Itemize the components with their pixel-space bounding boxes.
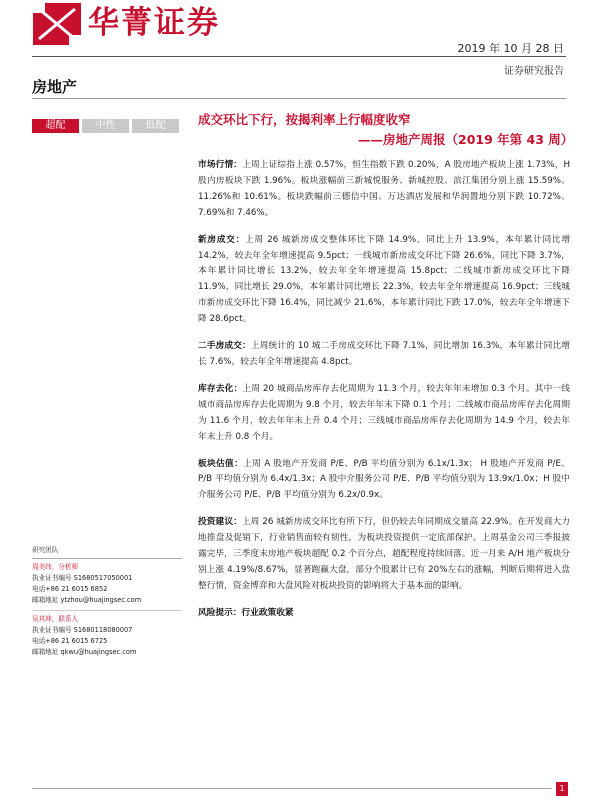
paragraph-new-homes <box>198 233 570 328</box>
paragraph-text: 上周上证综指上涨 0.57%，恒生指数下跌 0.20%，A 股房地产板块上涨 1.73%，H 股内房板块下跌 1.96%。板块涨幅前三新城悦服务、新城控股、滨江集团分别上涨 15.59%、11.26%和 10.61%。板块跌幅前三德信中国、万达酒店发展和华润置地分别下跌 10.72%、7.69%和 7.46%。 <box>198 160 570 218</box>
analyst-phone: 电话+86 21 6015 6725 <box>32 637 108 645</box>
analyst-name: 吴其坤，联系人 <box>32 615 79 623</box>
sector-divider <box>32 98 566 99</box>
team-label: 研究团队 <box>32 545 182 559</box>
paragraph-text: 上周 A 股地产开发商 P/E、P/B 平均值分别为 6.1x/1.3x； H 股地产开发商 P/E、P/B 平均值分别为 6.4x/1.3x；A 股中介服务公司 P/E、P/B 平均值分别为 13.9x/1.0x；H 股中介服务公司 P/E、P/B 平均值分别为 6.2x/0.9x。 <box>198 458 570 501</box>
paragraph-text: 上周 26 城新房成交环比有所下行，但仍较去年同期成交量高 22.9%。在开发商大力地推盘及促销下，行业销售面较有韧性，为板块投资提供一定底部保护。上周基金公司三季报披露完毕，三季度末房地产板块超配 0.2 个百分点，超配程度持续回落。近一月来 A/H 地产板块分别上涨 4.19%/8.67%，显著跑赢大盘，部分个股累计已有 20%左右的涨幅，判断后期将进入盘整行情，资金博弈和大盘风险对板块投资的影响将大于基本面的影响。 <box>198 517 570 591</box>
report-subhead: ——房地产周报（2019 年第 43 周） <box>358 132 574 147</box>
risk-warning: 风险提示：行业政策收紧 <box>198 607 294 618</box>
research-team-sidebar <box>32 545 182 658</box>
paragraph-label: 新房成交： <box>198 234 245 245</box>
page-number: 1 <box>556 782 568 796</box>
logo-icon <box>33 3 81 45</box>
analyst-divider <box>32 606 182 611</box>
sector-title: 房地产 <box>32 78 78 96</box>
analyst-email[interactable]: 邮箱地址 qkwu@huajingsec.com <box>32 648 137 656</box>
paragraph-text: 上周 20 城商品房库存去化周期为 11.3 个月，较去年年末增加 0.3 个月。其中一线城市商品房库存去化周期为 9.8 个月，较去年年末下降 0.1 个月；二线城市商品房库存去化周期为 11.6 个月，较去年年末上升 0.4 个月；三线城市商品房库存去化周期为 14.9 个月，较去年年末上升 0.8 个月。 <box>198 383 570 442</box>
report-date: 2019 年 10 月 28 日 <box>457 42 564 55</box>
report-type: 证券研究报告 <box>504 66 564 77</box>
analyst-email[interactable]: 邮箱地址 ytzhou@huajingsec.com <box>32 596 142 604</box>
paragraph-label: 板块估值： <box>198 458 244 469</box>
paragraph-investment <box>198 515 570 595</box>
paragraph-text: 上周 26 城新房成交整体环比下降 14.9%，同比上升 13.9%，本年累计同比增 14.2%，较去年全年增速提高 9.5pct；一线城市新房成交环比下降 26.6%，同比下降 3.7%，本年累计同比增长 13.2%，较去年全年增速提高 15.8pct；二线城市新房成交环比下降 11.9%，同比增长 29.0%，本年累计同比增长 22.3%，较去年全年增速提高 16.9pct；三线城市新房成交环比下降 16.4%，同比减少 21.6%，本年累计同比下跌 17.0%，较去年全年增速下降 28.6pct。 <box>198 234 571 325</box>
rating-underweight: 低配 <box>132 119 179 133</box>
analyst-cert: 执业证书编号 S1680118080007 <box>32 626 133 634</box>
paragraph-label: 库存去化： <box>198 383 243 394</box>
footer-divider <box>32 788 552 789</box>
analyst-phone: 电话+86 21 6015 6852 <box>32 585 108 593</box>
analyst-cert: 执业证书编号 S1680517050001 <box>32 574 133 582</box>
header-divider <box>32 56 566 57</box>
rating-neutral: 中性 <box>82 119 129 133</box>
analyst-name: 周美纬，分析师 <box>32 563 79 571</box>
paragraph-text: 上周统计的 10 城二手房成交环比下降 7.1%，同比增加 16.3%，本年累计同比增长 7.6%，较去年全年增速提高 4.8pct。 <box>198 341 570 367</box>
paragraph-market <box>198 158 570 222</box>
rating-scale <box>32 119 179 133</box>
paragraph-valuation <box>198 457 570 505</box>
paragraph-label: 二手房成交： <box>198 341 251 352</box>
report-headline: 成交环比下行，按揭利率上行幅度收窄 <box>198 112 411 127</box>
paragraph-second-hand <box>198 339 570 371</box>
paragraph-inventory <box>198 382 570 446</box>
company-logo-text: 华菁证券 <box>88 5 220 41</box>
paragraph-label: 市场行情： <box>198 160 243 170</box>
report-body <box>198 158 570 622</box>
rating-overweight: 超配 <box>32 119 79 133</box>
paragraph-label: 投资建议： <box>198 517 242 528</box>
